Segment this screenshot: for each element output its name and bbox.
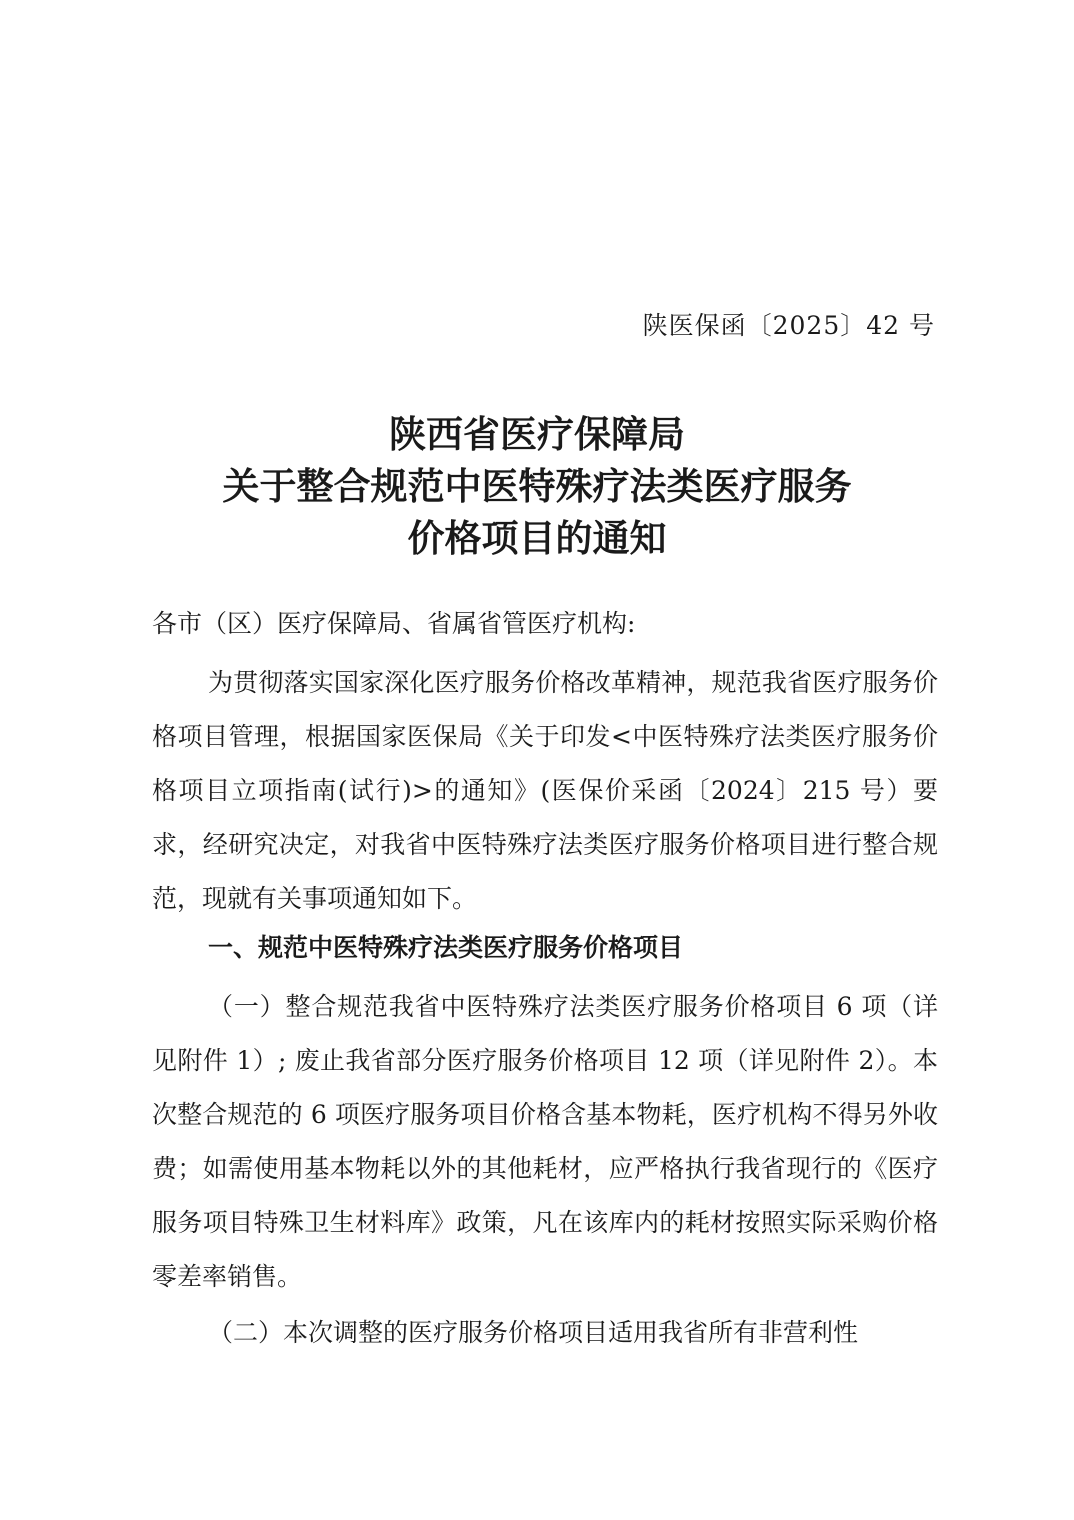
paragraph-item-2: （二）本次调整的医疗服务价格项目适用我省所有非营利性 bbox=[208, 1318, 859, 1347]
paragraph-item-1: （一）整合规范我省中医特殊疗法类医疗服务价格项目 6 项（详见附件 1）; 废止我省部分医疗服务价格项目 12 项（详见附件 2）。本次整合规范的 6 项医疗服务项目价格含基本物耗，医疗机构不得另外收费；如需使用基本物耗以外的其他耗材，应严格执行我省现行的《医疗服务项目特殊卫生材料库》政策，凡在该库内的耗材按照实际采购价格零差率销售。 bbox=[152, 992, 938, 1291]
document-title bbox=[100, 408, 974, 564]
salutation: 各市（区）医疗保障局、省属省管医疗机构: bbox=[152, 609, 636, 638]
paragraph-intro: 为贯彻落实国家深化医疗服务价格改革精神，规范我省医疗服务价格项目管理，根据国家医保局《关于印发<中医特殊疗法类医疗服务价格项目立项指南(试行)>的通知》(医保价采函〔2024〕215 号）要求，经研究决定，对我省中医特殊疗法类医疗服务价格项目进行整合规范，现就有关事项通知如下。 bbox=[152, 668, 938, 913]
title-line-3: 价格项目的通知 bbox=[407, 516, 667, 560]
title-line-2: 关于整合规范中医特殊疗法类医疗服务 bbox=[222, 464, 852, 508]
title-line-1: 陕西省医疗保障局 bbox=[389, 412, 685, 456]
section-heading-1: 一、规范中医特殊疗法类医疗服务价格项目 bbox=[208, 933, 684, 962]
document-number: 陕医保函〔2025〕42 号 bbox=[642, 311, 935, 340]
